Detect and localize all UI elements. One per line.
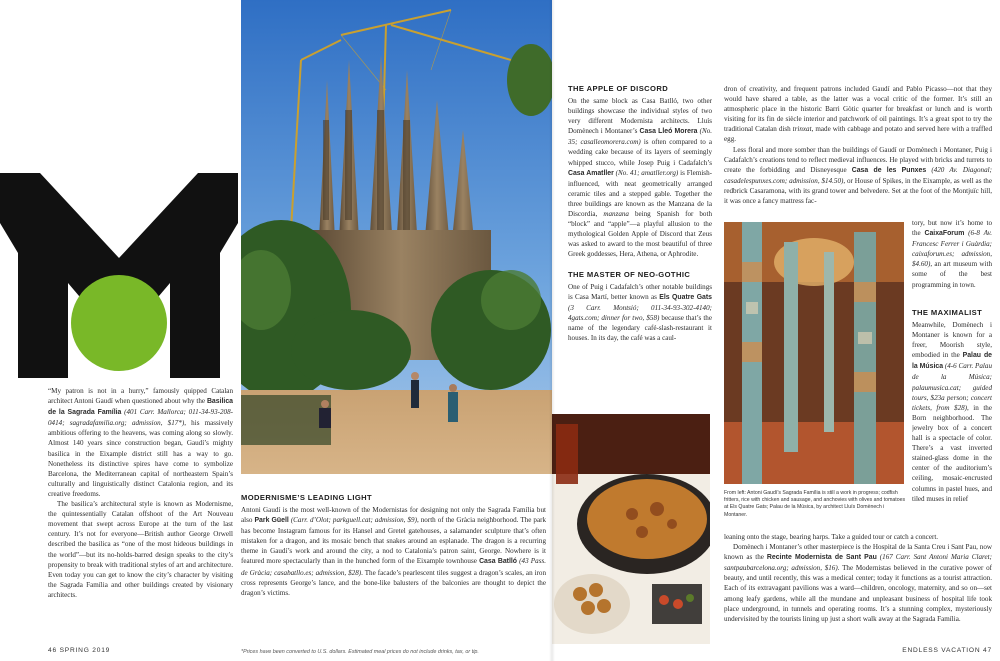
page-gutter [549,0,555,661]
venue-name: Casa Batlló [479,558,517,566]
venue-name: Park Güell [254,517,289,525]
venue-details: (3 Carr. Montsió; 011-34-93-302-4140; 4gats.com; dinner for two, $58) [568,303,712,322]
text-run: Antoni Gaudí is the most well-known of the Modernistas for designing not only the Sagrada Família but also [241,506,546,525]
section-heading-neogothic: THE MASTER OF NEO-GOTHIC [568,269,691,279]
venue-details: trinxat [792,125,812,134]
text-run: . The Modernistas believed in the curative power of beauty, and until recently, this was a medical center; today it functions as a tourist attraction. Each of its extravagant pavilions was a ward—children, oncology, maternity, and so on—set among leafy gardens, while all the mundane and unpleasant business of hospital life took place underground, in tunnels and operating rooms. It’s a stunning complex, mysteriously undervisited by the tourists lining up just a short walk away at the Sagrada Família. [724,564,992,623]
dropcap-letter-m [0,163,238,378]
folio-left: 46 SPRING 2019 [48,647,111,654]
text-run: dron of creativity, and frequent patrons included Gaudí and Pablo Picasso—not that they would have shared a table, as the latter was a vocal critic of the former. It’s still an atmospheric place in the historic Barri Gòtic quarter for breakfast or lunch and is worth visiting for its fin de siècle interior and patchwork of oil paintings. It’s a great spot to try the traditional Catalan dish [724,85,992,134]
palau-de-la-musica-photo [724,222,904,484]
text-run: , made with cabbage and potato and served here with a traffled egg. [724,125,992,144]
text-run: “My patron is not in a hurry,” famously quipped Catalan architect Antoni Gaudí when questioned about why the [48,387,233,406]
venue-name: Palau de la Música [912,352,992,371]
caixaforum-column [912,218,992,302]
right-top-paragraph-1 [724,84,992,145]
section-heading-apple: THE APPLE OF DISCORD [568,84,669,93]
venue-details: (167 Carr. Sant Antoni Maria Claret; santpaubarcelona.org; admission, $16) [724,553,992,573]
price-footnote: *Prices have been converted to U.S. dollars. Estimated meal prices do not include drinks, tax, or tip. [241,649,479,655]
venue-details: (No. 41; amatller.org) [613,168,679,177]
caixaforum-paragraph [912,218,992,290]
text-run: because that’s the name of the legendary café-slash-restaurant it houses. In its day, the café was a caul- [568,313,712,342]
venue-details: (4-6 Carr. Palau de la Música; palaumusica.cat; guided tours, $23a person; concert tickets, from $28) [912,362,992,412]
venue-details: manzana [603,210,629,219]
apple-paragraph [568,96,712,260]
venue-name: CaixaForum [924,230,965,238]
right-bottom-paragraph-1 [724,532,992,542]
venue-name: Casa Amatller [568,169,614,177]
text-run: Less floral and more somber than the buildings of Gaudí or Domènech i Montaner, Puig i Cadafalch’s creations tend to reflect medieval influences. He played with bricks and turrets to create the forbidding and Disneyesque [724,145,992,174]
right-bottom-paragraph-2 [724,542,992,624]
intro-paragraph-1 [48,386,233,499]
photo-caption: From left: Antoni Gaudí’s Sagrada Família is still a work in progress; codfish fritters, rice with chicken and sausage, and anchovies with olives and tomatoes at Els Quatre Gats; Palau de la Música, by architect Lluís Domènech i Montaner. [724,490,906,518]
text-run: tory, but now it’s home to the [912,219,992,238]
venue-details: (43 Pass. de Gràcia; casabatllo.es; admission, $28) [241,557,546,577]
section-heading-modernisme: MODERNISME’S LEADING LIGHT [241,493,373,502]
text-run: One of Puig i Cadafalch’s other notable buildings is Casa Martí, better known as [568,282,712,301]
intro-paragraph-2 [48,499,233,600]
text-run: being Spanish for both “block” and “apple”—a playful allusion to the mythological Golden Apple of Discord that Zeus was asked to award to the most beautiful of three Greek goddesses, Hera, Athena, or Aphrodite. [568,210,712,259]
text-run: leaning onto the stage, bearing harps. Take a guided tour or catch a concert. [724,533,939,541]
venue-details: (420 Av. Diagonal; casadelespunxes.com; admission, $14.50) [724,165,992,185]
text-run: On the same block as Casa Batlló, two other buildings showcase the individual styles of two very different Modernista architects. Lluís Domènech i Montaner’s [568,97,712,136]
text-run: , an art museum with some of the best programming in town. [912,260,992,289]
text-run: is often compared to a wedding cake because of its layers of seemingly whipped stucco, while Josep Puig i Cadafalch’s [568,138,712,167]
text-run: , in the Born neighborhood. The jewelry box of a concert hall is a spectacle of color. There’s a vast inverted stained-glass dome in the center of the auditorium’s ceiling, mosaic-encrusted columns in pastel hues, and tiled muses in relief [912,403,992,503]
venue-name: Recinte Modernista de Sant Pau [766,554,877,562]
section-heading-maximalist: THE MAXIMALIST [912,308,983,317]
venue-name: Basilica de la Sagrada Família [48,398,233,417]
right-top-paragraph-2 [724,145,992,207]
modernisme-section [241,493,546,643]
text-run: Meanwhile, Domènech i Montaner is known for a freer, Moorish style, embodied in the [912,321,992,360]
maximalist-section [912,308,992,528]
text-run: . The facade’s pearlescent tiles suggest a dragon’s scales, an iron cross represents George’s lance, and the bone-like balusters of the balconies are thought to depict the dragon’s victims. [241,568,546,597]
apple-column [568,84,712,414]
intro-column [48,386,233,638]
sagrada-familia-photo [241,0,552,474]
text-run: , or House of Spikes, in the Eixample, as well as the redbrick Casaramona, with its grand tower and belvedere. Set at the foot of the Montjuïc hill, it was once a fancy mattress fac- [724,176,992,206]
venue-details: (401 Carr. Mallorca; 011-34-93-208-0414; sagradafamilia.org; admission, $17*) [48,408,233,428]
venue-name: Casa de les Punxes [851,166,927,174]
text-run: Domènech i Montaner’s other masterpiece is the Hospital de la Santa Creu i Sant Pau, now known as the [724,543,992,562]
right-bottom-column [724,532,992,642]
maximalist-paragraph [912,320,992,504]
modernisme-paragraph [241,505,546,598]
folio-right: ENDLESS VACATION 47 [902,647,992,654]
venue-details: (No. 35; casalleomorera.com) [568,127,712,147]
neogothic-paragraph [568,282,712,344]
right-top-column [724,84,992,216]
text-run: is Flemish-influenced, with neat geometrically arranged ceramic tiles and a stepped gable. Together the three buildings are known as the Manzana de la Discordia, [568,168,712,219]
venue-name: Els Quatre Gats [659,293,712,301]
text-run: , north of the Gràcia neighborhood. The park has become Instagram famous for its Hansel and Gretel gatehouses, a salamander sculpture that’s often mistaken for a dragon, and its mosaic bench that snakes around an esplanade. The dragon is a recurring theme in Gaudí’s work and around the city, a nod to Catalonia’s patron saint, George. Nowhere is it featured more spectacularly than in the hunched form of the Eixample townhouse [241,516,546,566]
text-run: The basilica’s architectural style is known as Modernisme, the quintessentially Catalan offshoot of the Art Nouveau movement that swept across Europe at the turn of the last century. It’s not for everyone—British author George Orwell described the basilica as “one of the most hideous buildings in the world”—but its no-holds-barred design speaks to the city’s propensity to break with traditional styles of art and architecture. Even today you can get to know the city’s character by visiting the Sagrada Família and other buildings created by visionary architects. [48,500,233,599]
venue-details: (6-8 Av. Francesc Ferrer i Guàrdia; caixaforum.es; admission, $4.60) [912,229,992,269]
text-run: , his massively ambitious offering to the heavens, was coming along so slowly. Almost 140 years since construction began, Gaudí’s mighty basilica in the Eixample district still has a way to go. Nonetheless its distinctive spires have come to symbolize Barcelona, the Mediterranean capital of northeastern Spain’s culturally and linguistically distinct Catalonia region, and its creative freedoms. [48,419,233,498]
venue-details: (Carr. d’Olot; parkguell.cat; admission, $9) [288,516,417,525]
food-photo [552,414,710,644]
venue-name: Casa Lleó Morera [639,128,698,136]
